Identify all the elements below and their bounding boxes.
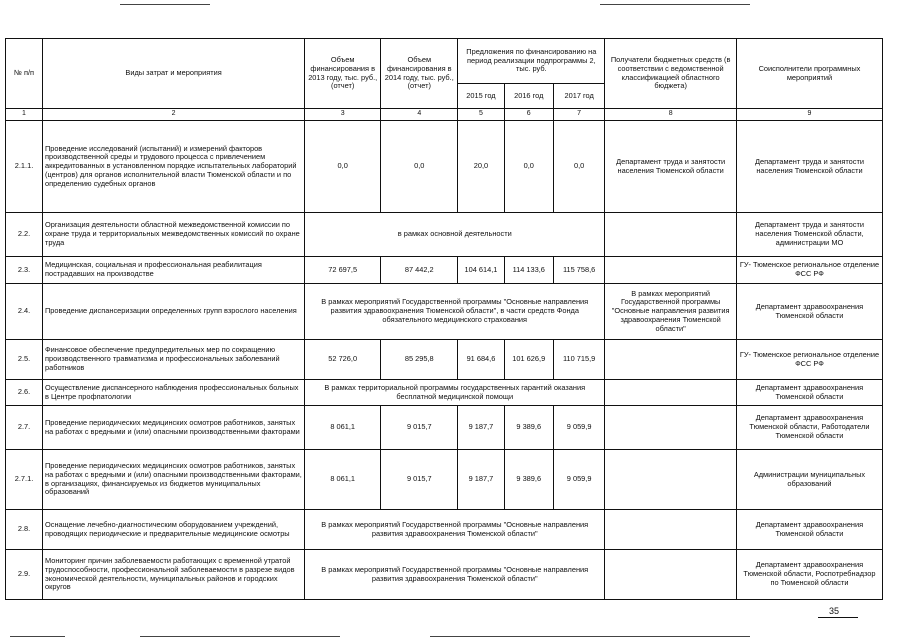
row-description: Финансовое обеспечение предупредительных мер по сокращению производственного травматизма и профессиональных заболеваний работников: [43, 340, 305, 380]
table-row: [6, 213, 883, 257]
row-description: Проведение периодических медицинских осмотров работников, занятых на работах с вредными и (или) опасными производственными факторами, в организациях, финансируемых из бюджетов муниципальных образований: [43, 450, 305, 510]
value-2014: 85 295,8: [381, 340, 458, 380]
merged-financing-note: В рамках территориальной программы государственных гарантий оказания бесплатной медицинской помощи: [305, 380, 605, 406]
header-coexecutors: Соисполнители программных мероприятий: [736, 39, 882, 109]
value-2017: 110 715,9: [553, 340, 604, 380]
value-2014: 0,0: [381, 121, 458, 213]
column-number: 6: [504, 109, 553, 121]
row-description: Медицинская, социальная и профессиональная реабилитация пострадавших на производстве: [43, 257, 305, 284]
header-year-2016: 2016 год: [504, 84, 553, 109]
header-types: Виды затрат и мероприятия: [43, 39, 305, 109]
coexecutors-cell: Департамент здравоохранения Тюменской области, Работодатели Тюменской области: [736, 406, 882, 450]
table-row: [6, 284, 883, 340]
recipients-cell: [605, 406, 737, 450]
coexecutors-cell: Департамент здравоохранения Тюменской области: [736, 510, 882, 550]
row-number: 2.7.: [6, 406, 43, 450]
value-2015: 9 187,7: [458, 450, 504, 510]
row-description: Проведение периодических медицинских осмотров работников, занятых на работах с вредными и (или) опасными производственными факторами: [43, 406, 305, 450]
row-number: 2.6.: [6, 380, 43, 406]
column-number: 1: [6, 109, 43, 121]
value-2016: 9 389,6: [504, 450, 553, 510]
value-2013: 8 061,1: [305, 450, 381, 510]
coexecutors-cell: Департамент здравоохранения Тюменской области, Роспотребнадзор по Тюменской области: [736, 550, 882, 600]
bottom-scan-line: [10, 636, 65, 637]
column-number: 8: [605, 109, 737, 121]
coexecutors-cell: Департамент здравоохранения Тюменской области: [736, 380, 882, 406]
row-number: 2.1.1.: [6, 121, 43, 213]
recipients-cell: В рамках мероприятий Государственной программы "Основные направления развития здравоохранения Тюменской области": [605, 284, 737, 340]
merged-financing-note: в рамках основной деятельности: [305, 213, 605, 257]
column-number: 2: [43, 109, 305, 121]
value-2017: 0,0: [553, 121, 604, 213]
row-description: Проведение исследований (испытаний) и измерений факторов производственной среды и трудового процесса с привлечением аккредитованных в установленном порядке испытательных лабораторий (центров) для органов исполнительной власти Тюменской области и по определению судебных органов: [43, 121, 305, 213]
coexecutors-cell: Администрации муниципальных образований: [736, 450, 882, 510]
value-2015: 91 684,6: [458, 340, 504, 380]
table-row: [6, 550, 883, 600]
row-number: 2.8.: [6, 510, 43, 550]
header-vol-2013: Объем финансирования в 2013 году, тыс. руб., (отчет): [305, 39, 381, 109]
recipients-cell: [605, 340, 737, 380]
value-2014: 9 015,7: [381, 406, 458, 450]
recipients-cell: [605, 550, 737, 600]
row-number: 2.2.: [6, 213, 43, 257]
coexecutors-cell: Департамент труда и занятости населения Тюменской области, администрации МО: [736, 213, 882, 257]
row-description: Проведение диспансеризации определенных групп взрослого населения: [43, 284, 305, 340]
recipients-cell: [605, 257, 737, 284]
column-number: 9: [736, 109, 882, 121]
value-2017: 115 758,6: [553, 257, 604, 284]
value-2013: 8 061,1: [305, 406, 381, 450]
row-number: 2.7.1.: [6, 450, 43, 510]
table-row: [6, 510, 883, 550]
table-row: [6, 257, 883, 284]
column-number: 7: [553, 109, 604, 121]
value-2015: 20,0: [458, 121, 504, 213]
value-2015: 104 614,1: [458, 257, 504, 284]
table-row: [6, 380, 883, 406]
coexecutors-cell: Департамент здравоохранения Тюменской области: [736, 284, 882, 340]
top-scan-line: [120, 4, 210, 5]
merged-financing-note: В рамках мероприятий Государственной программы "Основные направления развития здравоохранения Тюменской области": [305, 550, 605, 600]
coexecutors-cell: ГУ- Тюменское региональное отделение ФСС РФ: [736, 340, 882, 380]
column-number-row: [6, 109, 883, 121]
value-2016: 114 133,6: [504, 257, 553, 284]
row-number: 2.5.: [6, 340, 43, 380]
row-description: Организация деятельности областной межведомственной комиссии по охране труда и территориальных межведомственных комиссий по охране труда: [43, 213, 305, 257]
recipients-cell: Департамент труда и занятости населения Тюменской области: [605, 121, 737, 213]
row-number: 2.4.: [6, 284, 43, 340]
header-proposals: Предложения по финансированию на период реализации подпрограммы 2, тыс. руб.: [458, 39, 605, 84]
recipients-cell: [605, 510, 737, 550]
recipients-cell: [605, 450, 737, 510]
header-num: № п/п: [6, 39, 43, 109]
table-row: [6, 450, 883, 510]
budget-table: [5, 38, 883, 600]
row-number: 2.3.: [6, 257, 43, 284]
column-number: 3: [305, 109, 381, 121]
value-2014: 87 442,2: [381, 257, 458, 284]
value-2013: 72 697,5: [305, 257, 381, 284]
table-row: [6, 406, 883, 450]
value-2016: 0,0: [504, 121, 553, 213]
bottom-scan-line: [430, 636, 750, 637]
value-2014: 9 015,7: [381, 450, 458, 510]
recipients-cell: [605, 213, 737, 257]
top-scan-line: [600, 4, 750, 5]
value-2017: 9 059,9: [553, 406, 604, 450]
row-description: Оснащение лечебно-диагностическим оборудованием учреждений, проводящих периодические и предварительные медицинские осмотры: [43, 510, 305, 550]
recipients-cell: [605, 380, 737, 406]
table-row: [6, 340, 883, 380]
header-vol-2014: Объем финансирования в 2014 году, тыс. руб., (отчет): [381, 39, 458, 109]
row-description: Мониторинг причин заболеваемости работающих с временной утратой трудоспособности, профессиональной заболеваемости в разрезе видов экономической деятельности, муниципальных районов и городских округов: [43, 550, 305, 600]
page-number-underline: [818, 617, 858, 618]
value-2013: 52 726,0: [305, 340, 381, 380]
page-number: 35: [829, 606, 840, 616]
column-number: 5: [458, 109, 504, 121]
header-year-2015: 2015 год: [458, 84, 504, 109]
header-recipients: Получатели бюджетных средств (в соответствии с ведомственной классификацией областного бюджета): [605, 39, 737, 109]
value-2016: 101 626,9: [504, 340, 553, 380]
coexecutors-cell: ГУ- Тюменское региональное отделение ФСС РФ: [736, 257, 882, 284]
header-year-2017: 2017 год: [553, 84, 604, 109]
merged-financing-note: В рамках мероприятий Государственной программы "Основные направления развития здравоохранения Тюменской области": [305, 510, 605, 550]
coexecutors-cell: Департамент труда и занятости населения Тюменской области: [736, 121, 882, 213]
table-row: [6, 121, 883, 213]
row-number: 2.9.: [6, 550, 43, 600]
row-description: Осуществление диспансерного наблюдения профессиональных больных в Центре профпатологии: [43, 380, 305, 406]
value-2016: 9 389,6: [504, 406, 553, 450]
column-number: 4: [381, 109, 458, 121]
value-2017: 9 059,9: [553, 450, 604, 510]
bottom-scan-line: [140, 636, 340, 637]
merged-financing-note: В рамках мероприятий Государственной программы "Основные направления развития здравоохранения Тюменской области", в части средств Фонда обязательного медицинского страхования: [305, 284, 605, 340]
value-2013: 0,0: [305, 121, 381, 213]
value-2015: 9 187,7: [458, 406, 504, 450]
